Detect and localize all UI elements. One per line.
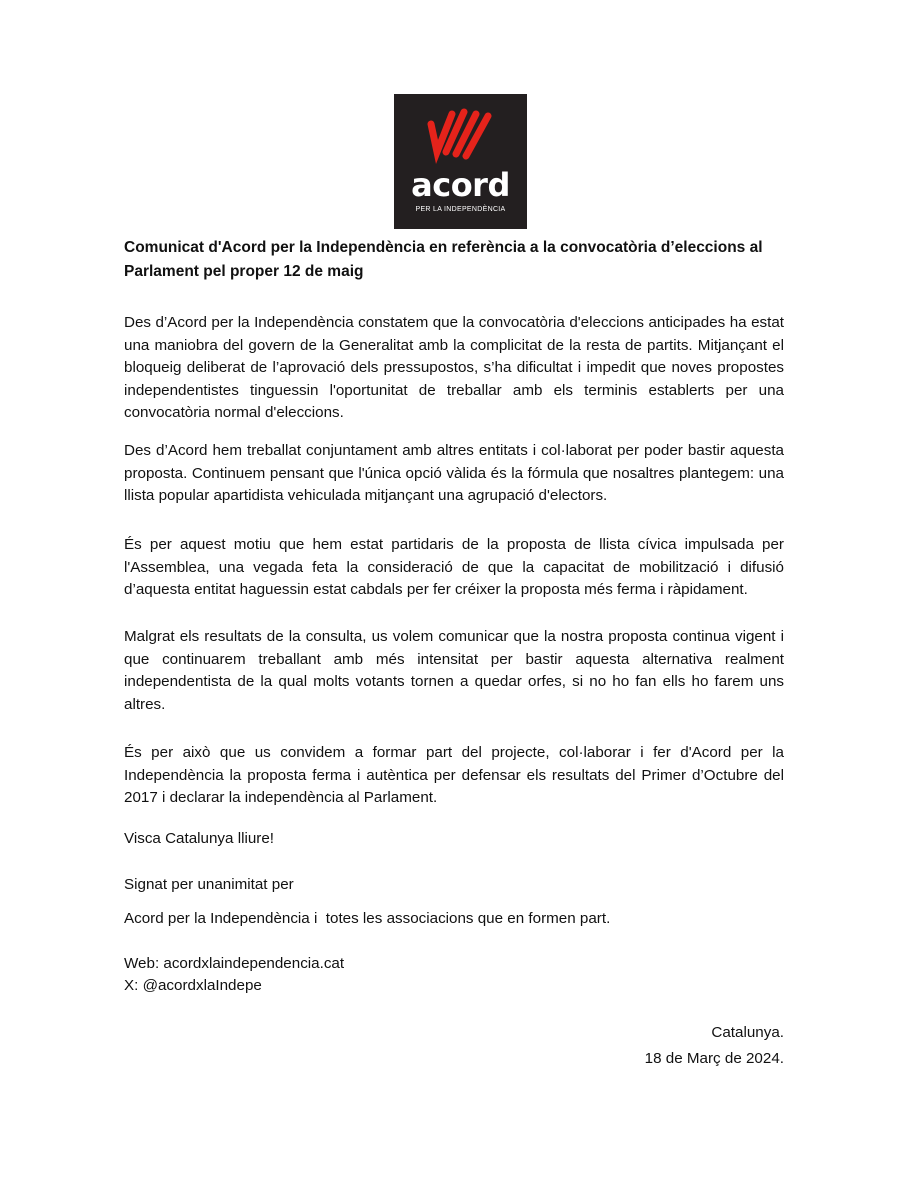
document-title: Comunicat d'Acord per la Independència en referència a la convocatòria d’eleccions al Parlament pel proper 12 de maig [124,239,763,280]
brand-subtitle: PER LA INDEPENDÈNCIA [415,206,506,213]
brand-name: acord [411,166,510,204]
paragraph-1: Des d’Acord per la Independència constatem que la convocatòria d'eleccions anticipades ha estat una maniobra del govern de la Generalitat amb la complicitat de la resta de partits. Mitjançant el bloqueig deliberat de l’aprovació dels pressupostos, s’ha dificultat i impedit que noves propostes independentistes tinguessin l'oportunitat de treballar amb els terminis establerts per una convocatòria normal d'eleccions. [124,314,784,421]
paragraph-5: És per això que us convidem a formar part del projecte, col·laborar i fer d'Acord per la Independència la proposta ferma i autèntica per defensar els resultats del Primer d’Octubre del 2017 i declarar la independència al Parlament. [124,744,784,806]
statement-document [124,236,784,1067]
paragraph-3: És per aquest motiu que hem estat partidaris de la proposta de llista cívica impulsada per l'Assemblea, una vegada feta la consideració de que la capacitat de mobilització i difusió d’aquesta entitat haguessin estat cabdals per fer créixer la proposta més ferma i ràpidament. [124,536,784,598]
place: Catalunya. [711,1024,784,1041]
acord-logo [394,94,527,229]
closing-slogan: Visca Catalunya lliure! [124,830,274,847]
signed-intro: Signat per unanimitat per [124,876,294,893]
signatories: Acord per la Independència i totes les associacions que en formen part. [124,910,611,927]
paragraph-2: Des d’Acord hem treballat conjuntament amb altres entitats i col·laborat per poder bastir aquesta proposta. Continuem pensant que l'única opció vàlida és la fórmula que nosaltres plantegem: una llista popular apartidista vehiculada mitjançant una agrupació d'electors. [124,442,784,504]
x-handle-link[interactable]: X: @acordxlaIndepe [124,977,262,994]
date: 18 de Març de 2024. [644,1050,784,1067]
website-link[interactable]: Web: acordxlaindependencia.cat [124,955,345,972]
paragraph-4: Malgrat els resultats de la consulta, us volem comunicar que la nostra proposta continua vigent i que continuarem treballant amb més intensitat per bastir aquesta alternativa realment independentista de la qual molts votants tornen a quedar orfes, si no ho fan ells ho farem uns altres. [124,628,784,713]
place-and-date [484,1020,784,1072]
